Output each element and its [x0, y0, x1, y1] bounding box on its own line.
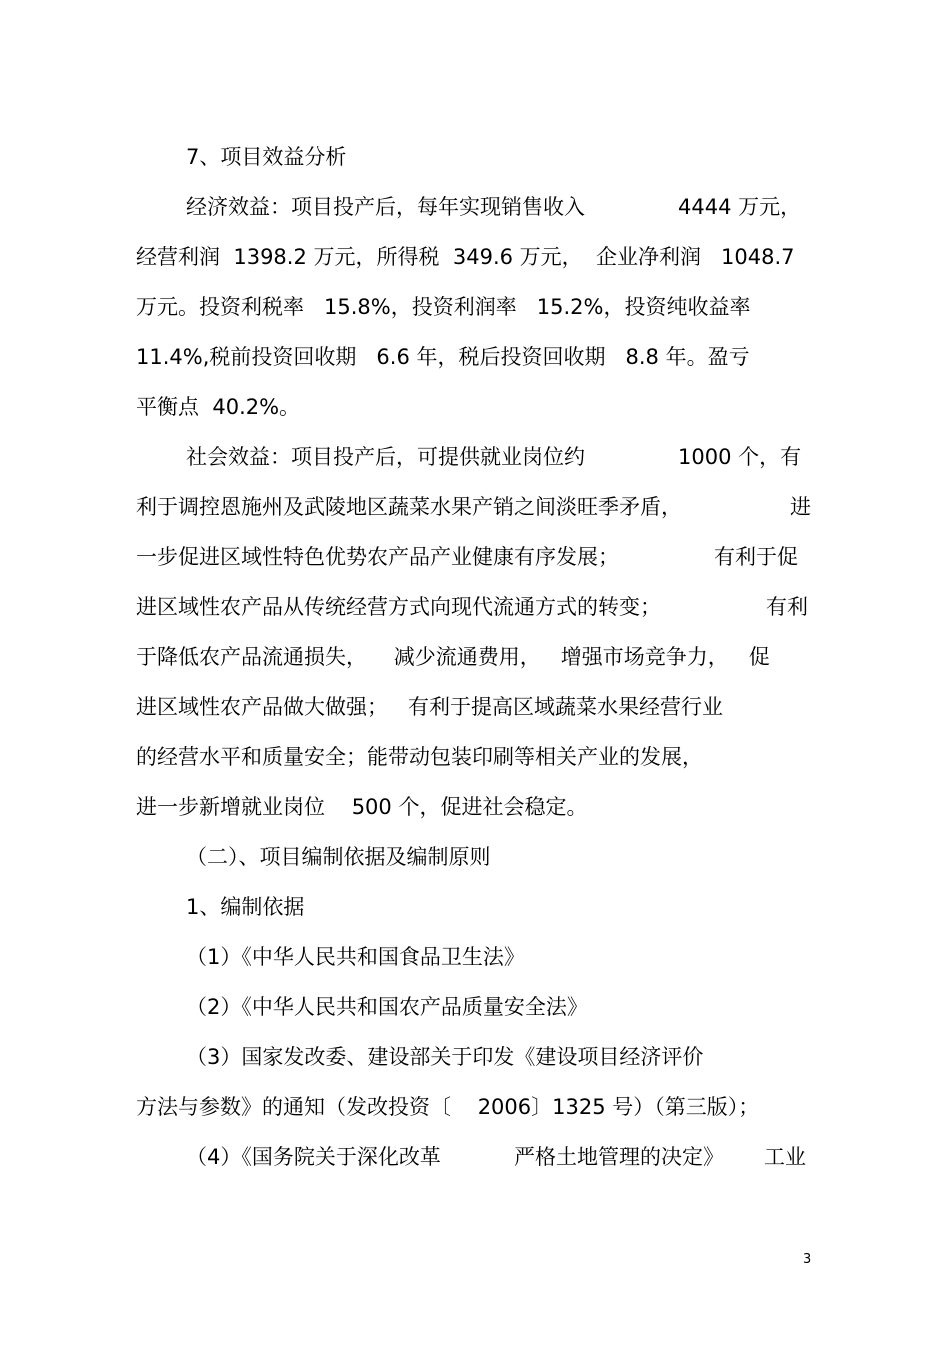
list-item	[186, 993, 588, 1021]
text-segment: （1）《中华人民共和国食品卫生法》	[186, 945, 525, 969]
paragraph-line	[136, 743, 703, 771]
text-segment: 严格土地管理的决定》	[514, 1145, 724, 1169]
text-segment: 平衡点 40.2%。	[136, 395, 301, 419]
list-item	[186, 1143, 806, 1171]
heading-basis	[186, 893, 305, 921]
text-segment: 方法与参数》的通知（发改投资〔 2006〕1325 号）（第三版）；	[136, 1095, 760, 1119]
text-segment: 进一步新增就业岗位 500 个，促进社会稳定。	[136, 795, 588, 819]
text-segment: 有利于促	[714, 545, 798, 569]
heading-compilation-basis	[186, 843, 491, 871]
text-segment: 11.4%,税前投资回收期 6.6 年，税后投资回收期 8.8 年。盈亏	[136, 345, 750, 369]
paragraph-line	[136, 293, 751, 321]
text-segment: 的经营水平和质量安全；能带动包装印刷等相关产业的发展，	[136, 745, 703, 769]
paragraph-line	[136, 593, 808, 621]
list-item	[186, 1043, 704, 1071]
text-segment: 社会效益：项目投产后，可提供就业岗位约	[186, 445, 585, 469]
paragraph-line	[136, 493, 811, 521]
heading-project-benefit	[186, 143, 347, 171]
paragraph-line	[186, 193, 802, 221]
text-segment: 于降低农产品流通损失， 减少流通费用， 增强市场竞争力， 促	[136, 645, 770, 669]
text-segment: 有利	[766, 595, 808, 619]
paragraph-line	[136, 543, 798, 571]
text-segment: 经营利润 1398.2 万元，所得税 349.6 万元， 企业净利润 1048.7	[136, 245, 795, 269]
text-segment: 7、项目效益分析	[186, 145, 347, 169]
text-segment: 万元。投资利税率 15.8%，投资利润率 15.2%，投资纯收益率	[136, 295, 751, 319]
paragraph-line	[136, 693, 724, 721]
text-segment: 一步促进区域性特色优势农产品产业健康有序发展；	[136, 545, 619, 569]
list-item-continuation	[136, 1093, 760, 1121]
text-segment: （2）《中华人民共和国农产品质量安全法》	[186, 995, 588, 1019]
text-segment: 1000 个，有	[678, 445, 802, 469]
text-segment: （4）《国务院关于深化改革	[186, 1145, 441, 1169]
text-segment: 进区域性农产品从传统经营方式向现代流通方式的转变；	[136, 595, 661, 619]
text-segment: （二）、项目编制依据及编制原则	[186, 845, 491, 869]
text-segment: 利于调控恩施州及武陵地区蔬菜水果产销之间淡旺季矛盾，	[136, 495, 682, 519]
text-segment: 经济效益：项目投产后，每年实现销售收入	[186, 195, 585, 219]
paragraph-line	[136, 393, 301, 421]
text-segment: 进	[790, 495, 811, 519]
page-number: 3	[803, 1252, 812, 1267]
text-segment: 进区域性农产品做大做强； 有利于提高区域蔬菜水果经营行业	[136, 695, 724, 719]
paragraph-line	[136, 343, 750, 371]
text-segment: 工业	[764, 1145, 806, 1169]
text-segment: （3）国家发改委、建设部关于印发《建设项目经济评价	[186, 1045, 704, 1069]
paragraph-line	[186, 443, 802, 471]
paragraph-line	[136, 643, 770, 671]
paragraph-line	[136, 793, 588, 821]
paragraph-line	[136, 243, 795, 271]
list-item	[186, 943, 525, 971]
text-segment: 1、编制依据	[186, 895, 305, 919]
text-segment: 4444 万元，	[678, 195, 802, 219]
